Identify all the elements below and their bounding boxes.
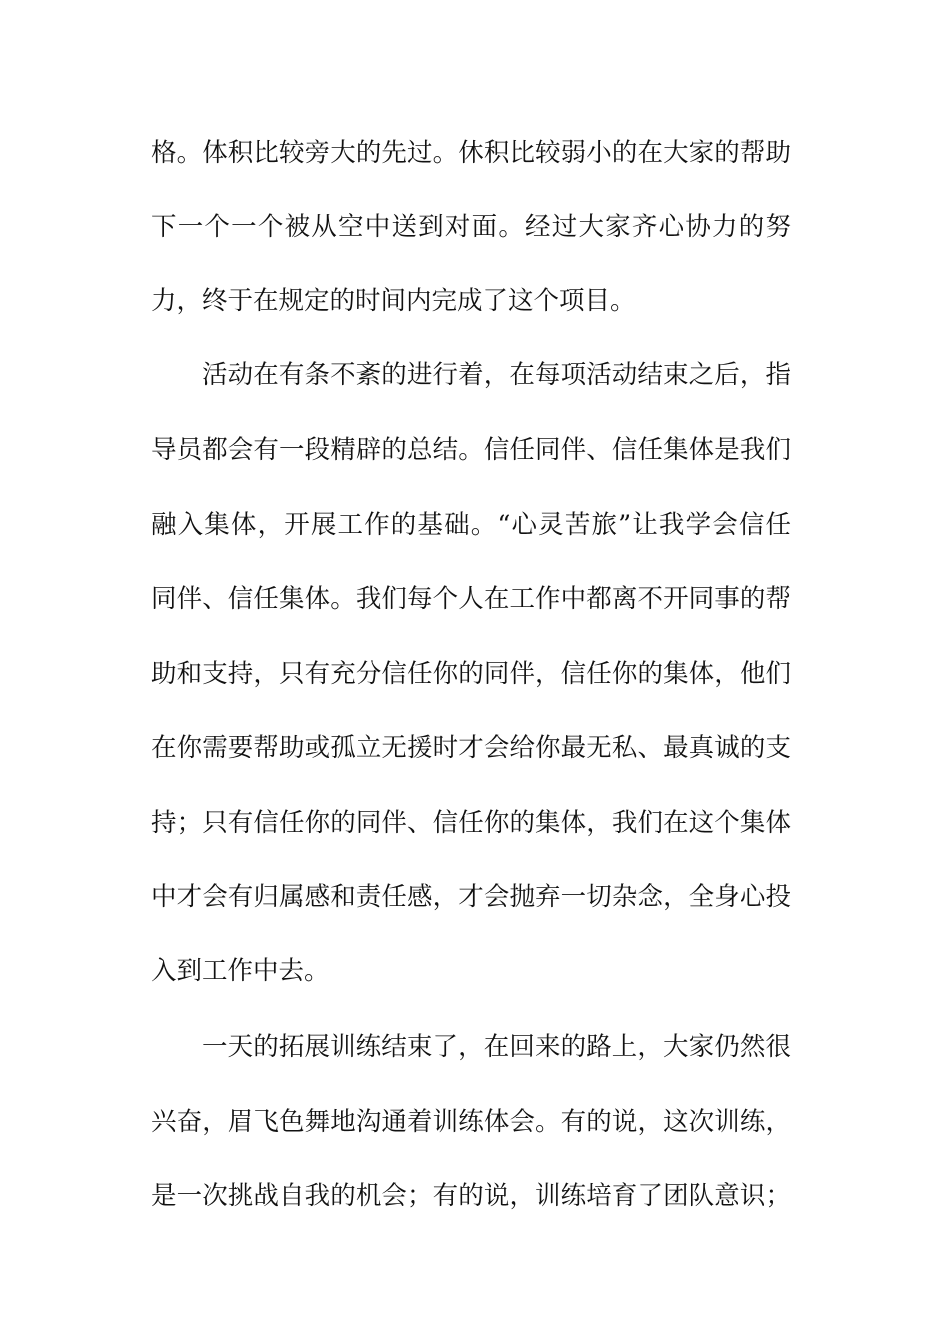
text-line-13: 一天的拓展训练结束了，在回来的路上，大家仍然很 <box>202 1032 791 1062</box>
text-line-14: 兴奋，眉飞色舞地沟通着训练体会。有的说，这次训练， <box>151 1107 791 1137</box>
text-line-1: 格。体积比较旁大的先过。休积比较弱小的在大家的帮助 <box>151 138 791 168</box>
text-line-11: 中才会有归属感和责任感，才会抛弃一切杂念，全身心投 <box>151 882 791 912</box>
text-line-9: 在你需要帮助或孤立无援时才会给你最无私、最真诚的支 <box>151 733 791 763</box>
text-line-8: 助和支持，只有充分信任你的同伴，信任你的集体，他们 <box>151 659 791 689</box>
text-line-15: 是一次挑战自我的机会；有的说，训练培育了团队意识； <box>151 1181 791 1211</box>
text-line-2: 下一个一个被从空中送到对面。经过大家齐心协力的努 <box>151 212 791 242</box>
text-line-12: 入到工作中去。 <box>151 956 330 986</box>
text-line-4: 活动在有条不紊的进行着，在每项活动结束之后，指 <box>202 360 791 390</box>
text-line-10: 持；只有信任你的同伴、信任你的集体，我们在这个集体 <box>151 808 791 838</box>
text-line-7: 同伴、信任集体。我们每个人在工作中都离不开同事的帮 <box>151 584 791 614</box>
text-line-3: 力，终于在规定的时间内完成了这个项目。 <box>151 286 636 316</box>
text-line-6: 融入集体，开展工作的基础。“心灵苦旅”让我学会信任 <box>151 510 791 540</box>
text-line-5: 导员都会有一段精辟的总结。信任同伴、信任集体是我们 <box>151 435 791 465</box>
